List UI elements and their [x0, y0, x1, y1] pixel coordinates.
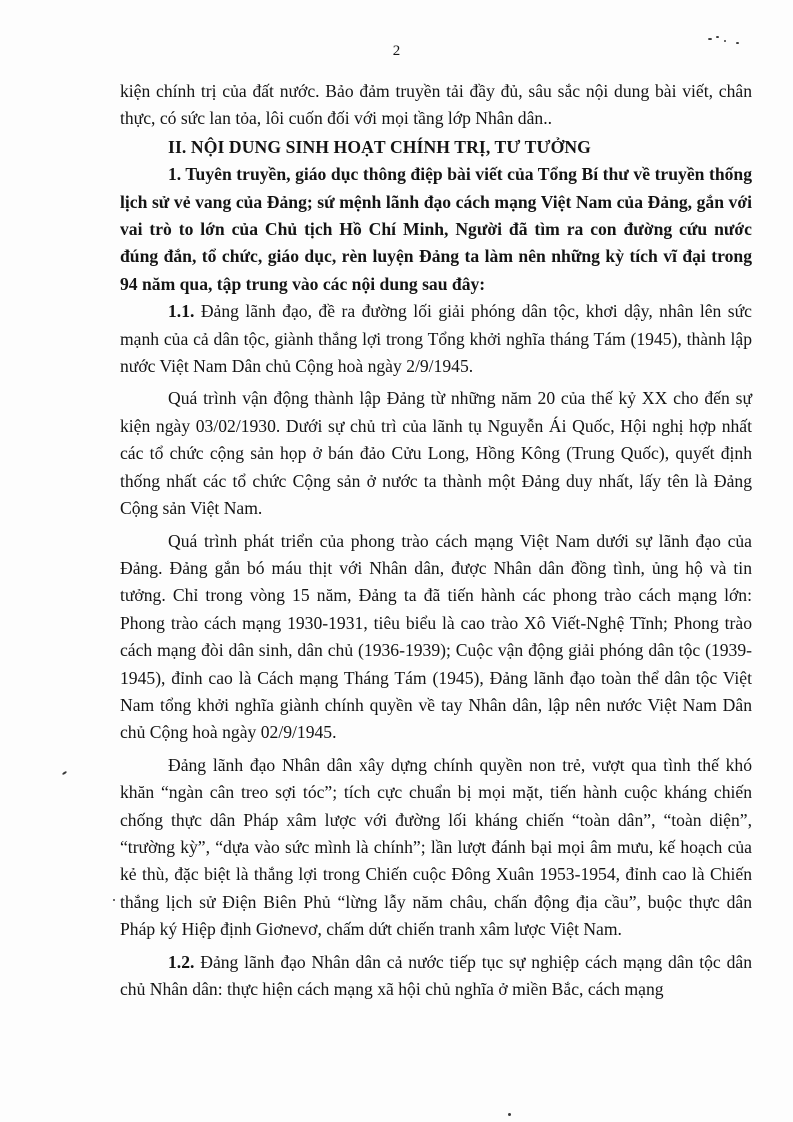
resistance-paragraph: Đảng lãnh đạo Nhân dân xây dựng chính quyền non trẻ, vượt qua tình thế khó khăn “ngàn cân treo sợi tóc”; tích cực chuẩn bị mọi mặt, tiến hành cuộc kháng chiến chống thực dân Pháp xâm lược với đường lối kháng chiến “toàn dân”, “toàn diện”, “trường kỳ”, “dựa vào sức mình là chính”; lần lượt đánh bại mọi âm mưu, kế hoạch của kẻ thù, đặc biệt là thắng lợi trong Chiến cuộc Đông Xuân 1953-1954, đỉnh cao là Chiến thắng lịch sử Điện Biên Phủ “lừng lẫy năm châu, chấn động địa cầu”, buộc thực dân Pháp ký Hiệp định Giơnevơ, chấm dứt chiến tranh xâm lược Việt Nam.: [120, 754, 752, 940]
scan-speck: [708, 38, 712, 40]
founding-paragraph: Quá trình vận động thành lập Đảng từ những năm 20 của thế kỷ XX cho đến sự kiện ngày 03/02/1930. Dưới sự chủ trì của lãnh tụ Nguyễn Ái Quốc, Hội nghị hợp nhất các tổ chức cộng sản họp ở bán đảo Cửu Long, Hồng Kông (Trung Quốc), quyết định thống nhất các tổ chức Cộng sản ở nước ta thành một Đảng duy nhất, lấy tên là Đảng Cộng sản Việt Nam.: [120, 388, 752, 519]
page-number: 2: [392, 43, 401, 59]
section-1-1-paragraph: [120, 298, 752, 380]
scan-speck: [62, 771, 67, 776]
scan-speck: [724, 40, 726, 42]
scan-speck: [736, 42, 739, 44]
section-heading-ii: II. NỘI DUNG SINH HOẠT CHÍNH TRỊ, TƯ TƯỞNG: [168, 136, 591, 157]
section-1-1-label: 1.1.: [168, 301, 195, 322]
section-1-2-text: Đảng lãnh đạo Nhân dân cả nước tiếp tục sự nghiệp cách mạng dân tộc dân chủ Nhân dân: thực hiện cách mạng xã hội chủ nghĩa ở miền Bắc, cách mạng: [120, 951, 752, 999]
scan-speck: [113, 899, 115, 901]
section-1-2-label: 1.2.: [168, 951, 195, 972]
section-heading-1: 1. Tuyên truyền, giáo dục thông điệp bài viết của Tổng Bí thư về truyền thống lịch sử vẻ vang của Đảng; sứ mệnh lãnh đạo cách mạng Việt Nam của Đảng, gắn với vai trò to lớn của Chủ tịch Hồ Chí Minh, Người đã tìm ra con đường cứu nước đúng đắn, tổ chức, giáo dục, rèn luyện Đảng ta làm nên những kỳ tích vĩ đại trong 94 năm qua, tập trung vào các nội dung sau đây:: [120, 164, 752, 294]
section-1-2-paragraph: [120, 949, 752, 1004]
scan-speck: [508, 1113, 511, 1116]
intro-paragraph: kiện chính trị của đất nước. Bảo đảm truyền tải đầy đủ, sâu sắc nội dung bài viết, chân thực, có sức lan tỏa, lôi cuốn đối với mọi tầng lớp Nhân dân..: [120, 81, 752, 129]
development-paragraph: Quá trình phát triển của phong trào cách mạng Việt Nam dưới sự lãnh đạo của Đảng. Đảng gắn bó máu thịt với Nhân dân, được Nhân dân đồng tình, ủng hộ và tin tưởng. Chỉ trong vòng 15 năm, Đảng ta đã tiến hành các phong trào cách mạng lớn: Phong trào cách mạng 1930-1931, tiêu biểu là cao trào Xô Viết-Nghệ Tĩnh; Phong trào cách mạng đòi dân sinh, dân chủ (1936-1939); Cuộc vận động giải phóng dân tộc (1939-1945), đỉnh cao là Cách mạng Tháng Tám (1945), Đảng lãnh đạo toàn thể dân tộc Việt Nam tổng khởi nghĩa giành chính quyền về tay Nhân dân, lập nên nước Việt Nam Dân chủ Cộng hoà ngày 02/9/1945.: [120, 530, 752, 743]
section-1-1-text: Đảng lãnh đạo, đề ra đường lối giải phóng dân tộc, khơi dậy, nhân lên sức mạnh của cả dân tộc, giành thắng lợi trong Tổng khởi nghĩa tháng Tám (1945), thành lập nước Việt Nam Dân chủ Cộng hoà ngày 2/9/1945.: [120, 301, 752, 377]
document-body: [120, 78, 752, 1003]
scan-speck: [716, 36, 719, 38]
